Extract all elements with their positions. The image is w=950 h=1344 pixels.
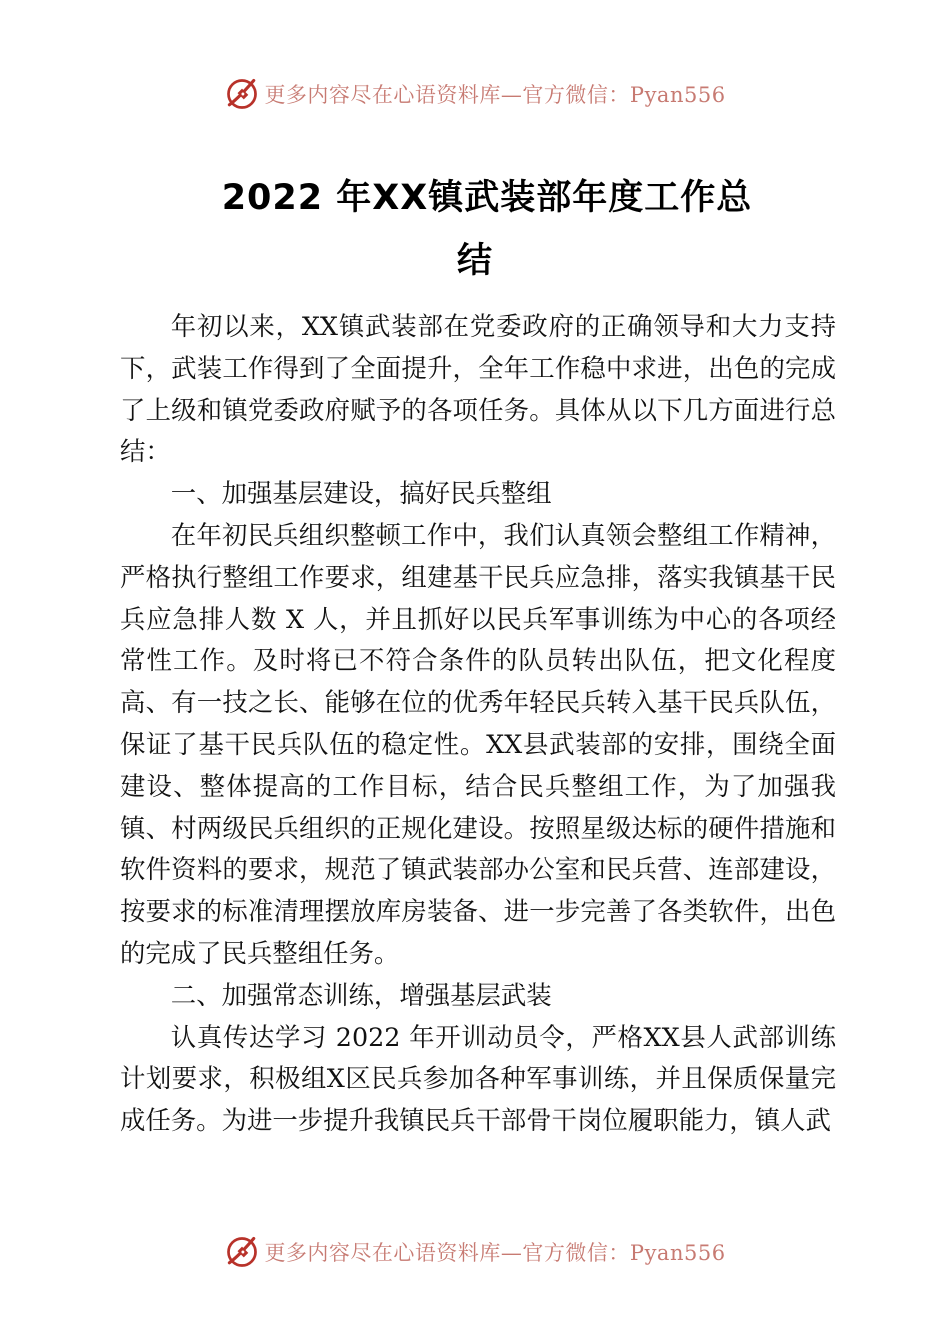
watermark-text: 更多内容尽在心语资料库—官方微信：Pyan556 <box>264 83 726 107</box>
fountain-pen-logo-icon <box>224 1234 260 1270</box>
document-title-line-1: 2022 年XX镇武装部年度工作总 <box>221 178 753 218</box>
section-1-paragraph: 在年初民兵组织整顿工作中，我们认真领会整组工作精神，严格执行整组工作要求，组建基干民兵应急排，落实我镇基干民兵应急排人数 X 人，并且抓好以民兵军事训练为中心的各项经常性工作。及时将已不符合条件的队员转出队伍，把文化程度高、有一技之长、能够在位的优秀年轻民兵转入基干民兵队伍，保证了基干民兵队伍的稳定性。XX县武装部的安排，围绕全面建设、整体提高的工作目标，结合民兵整组工作，为了加强我镇、村两级民兵组织的正规化建设。按照星级达标的硬件措施和软件资料的要求，规范了镇武装部办公室和民兵营、连部建设，按要求的标准清理摆放库房装备、进一步完善了各类软件，出色的完成了民兵整组任务。 <box>120 519 836 968</box>
section-2-paragraph: 认真传达学习 2022 年开训动员令，严格XX县人武部训练计划要求，积极组X区民兵参加各种军事训练，并且保质保量完成任务。为进一步提升我镇民兵干部骨干岗位履职能力，镇人武 <box>120 1021 836 1136</box>
watermark-text: 更多内容尽在心语资料库—官方微信：Pyan556 <box>264 1241 726 1265</box>
document-body <box>120 306 836 1142</box>
section-heading-2: 二、加强常态训练，增强基层武装 <box>170 979 552 1010</box>
document-title-line-2: 结 <box>456 241 493 281</box>
header-watermark <box>0 70 950 118</box>
section-heading-1: 一、加强基层建设，搞好民兵整组 <box>170 478 552 509</box>
fountain-pen-logo-icon <box>224 76 260 112</box>
intro-paragraph: 年初以来，XX镇武装部在党委政府的正确领导和大力支持下，武装工作得到了全面提升，全年工作稳中求进，出色的完成了上级和镇党委政府赋予的各项任务。具体从以下几方面进行总结： <box>120 311 836 467</box>
footer-watermark <box>0 1228 950 1276</box>
